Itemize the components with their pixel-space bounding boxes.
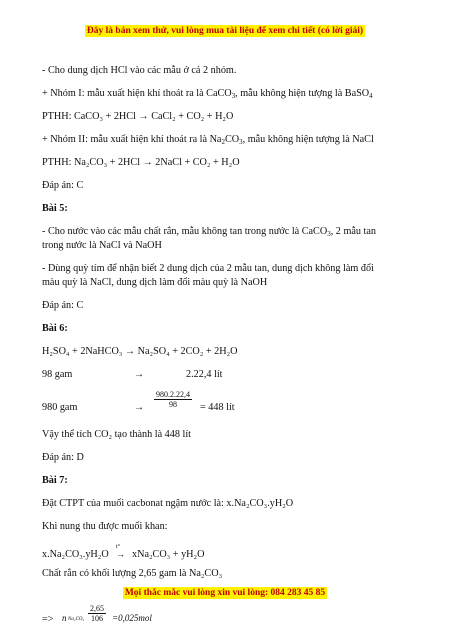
text-line: màu quỳ là NaCl, dung dịch làm đổi màu quỳ là NaOH <box>42 277 268 288</box>
text-line: + Nhóm I: mẫu xuất hiện khí thoát ra là CaCO$_3$, mẫu không hiện tượng là BaSO$_4$ <box>42 88 373 100</box>
header-banner: Đây là bản xem thử, vui lòng mua tài liệu để xem chi tiết (có lời giải) <box>86 26 364 36</box>
text-line: - Dùng quỳ tím để nhận biết 2 dung dịch của 2 mẫu tan, dung dịch không làm đổi <box>42 263 374 274</box>
equation-line: H₂SO₄ + 2NaHCO₃ → Na₂SO₄ + 2CO₂ + 2H₂O <box>42 346 238 357</box>
footer-banner: Mọi thắc mắc vui lòng xin vui lòng: 084 283 45 85 <box>124 588 326 598</box>
section-heading: Bài 7: <box>42 475 68 486</box>
equation-line: PTHH: CaCO₃ + 2HCl → CaCl₂ + CO₂ + H₂O <box>42 111 234 122</box>
text-line: Đặt CTPT của muối cacbonat ngậm nước là: x.Na₂CO₃.yH₂O <box>42 498 294 509</box>
answer-line: Đáp án: C <box>42 180 84 191</box>
text-line: + Nhóm II: mẫu xuất hiện khí thoát ra là $Na_2CO_3$, mẫu không hiện tượng là NaCl <box>42 134 374 146</box>
text-line: Khi nung thu được muối khan: <box>42 521 168 532</box>
fraction: $\frac{2,65}{106}$ <box>90 604 104 623</box>
text-line: Vậy thể tích CO₂ tạo thành là 448 lít <box>42 429 191 440</box>
section-heading: Bài 5: <box>42 203 68 214</box>
text-line: Chất rắn có khối lượng 2,65 gam là Na₂CO₃ <box>42 568 223 579</box>
answer-line: Đáp án: C <box>42 300 84 311</box>
text-line: - Cho dung dịch HCl vào các mẫu ở cả 2 nhóm. <box>42 65 237 76</box>
answer-line: Đáp án: D <box>42 452 84 463</box>
section-heading: Bài 6: <box>42 323 68 334</box>
ratio-row: 98 gam → 2.22,4 lít <box>42 369 223 380</box>
text-line: - Cho nước vào các mẫu chất rắn, mẫu không tan trong nước là CaCO$_3$, 2 mẫu tan <box>42 226 376 238</box>
fraction: $\frac{980.2.22,4}{98}$ <box>156 390 190 409</box>
equation-line: x.Na₂CO₃.yH₂O t° → xNa₂CO₃ + yH₂O <box>42 544 205 560</box>
text-line: trong nước là NaCl và NaOH <box>42 240 162 251</box>
formula-line: => n Na₂CO₃ $\frac{2,65}{106}$ =0,025mol <box>42 604 152 625</box>
ratio-row: 980 gam → $\frac{980.2.22,4}{98}$ = 448 lít <box>42 390 235 413</box>
equation-line: PTHH: Na₂CO₃ + 2HCl → 2NaCl + CO₂ + H₂O <box>42 157 240 168</box>
